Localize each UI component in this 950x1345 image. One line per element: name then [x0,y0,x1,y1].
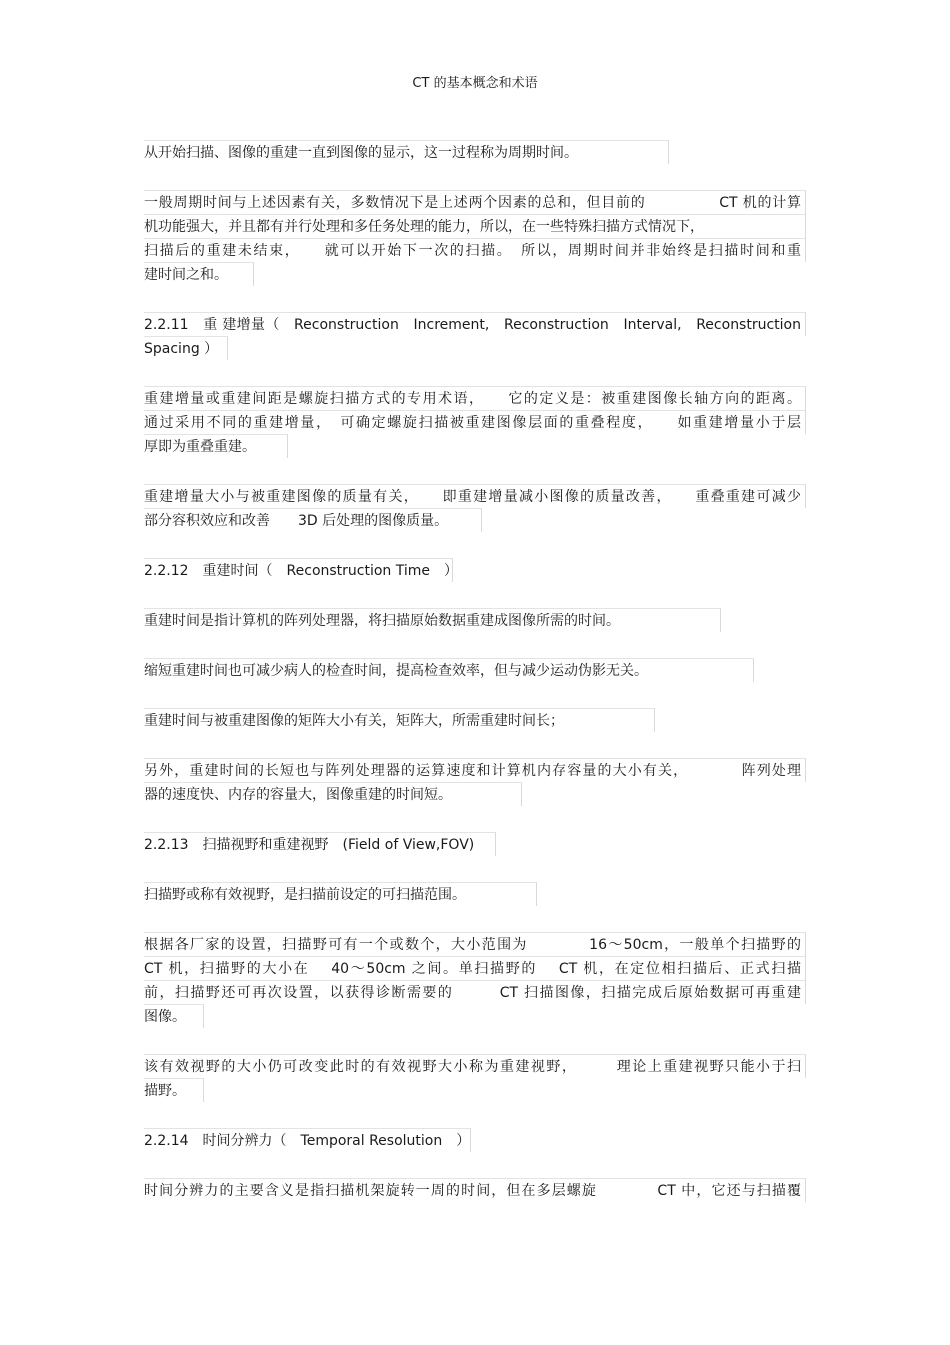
text-line: 扫描后的重建未结束， 就可以开始下一次的扫描。 所以，周期时间并非始终是扫描时间和重 [144,238,806,262]
text-line: 器的速度快、内存的容量大，图像重建的时间短。 [144,782,522,806]
paragraph-temporal-resolution [144,1178,806,1202]
paragraph-increment-quality [144,484,806,532]
paragraph-matrix-size [144,708,655,732]
paragraph-reconstruction-time [144,608,721,632]
document-body [144,140,806,1202]
text-line: 厚即为重叠重建。 [144,434,288,458]
paragraph-reconstruction-increment [144,386,806,458]
text-line: 根据各厂家的设置，扫描野可有一个或数个，大小范围为 16～50cm，一般单个扫描野的 [144,932,806,956]
text-line: 缩短重建时间也可减少病人的检查时间，提高检查效率，但与减少运动伪影无关。 [144,658,754,682]
section-heading-2-2-11 [144,312,806,360]
text-line: 部分容积效应和改善 3D 后处理的图像质量。 [144,508,482,532]
section-heading: 2.2.13 扫描视野和重建视野 (Field of View,FOV) [144,832,496,856]
section-heading-2-2-14 [144,1128,471,1152]
text-line: 前，扫描野还可再次设置，以获得诊断需要的 CT 扫描图像，扫描完成后原始数据可再重建 [144,980,806,1004]
paragraph-array-processor [144,758,806,806]
text-line: 一般周期时间与上述因素有关，多数情况下是上述两个因素的总和，但目前的 CT 机的计算 [144,190,806,214]
text-line: 该有效视野的大小仍可改变此时的有效视野大小称为重建视野， 理论上重建视野只能小于扫 [144,1054,806,1078]
paragraph-cycle-time [144,140,669,164]
text-line: 扫描野或称有效视野，是扫描前设定的可扫描范围。 [144,882,537,906]
page-title: CT 的基本概念和术语 [412,76,538,91]
section-heading: 2.2.14 时间分辨力（ Temporal Resolution ） [144,1128,471,1152]
text-line: 图像。 [144,1004,204,1028]
section-heading: 2.2.11 重 建增量（ Reconstruction Increment, Reconstruction Interval, Reconstruction [144,312,806,336]
text-line: 机功能强大，并且都有并行处理和多任务处理的能力，所以，在一些特殊扫描方式情况下， [144,214,806,238]
paragraph-cycle-time-factors [144,190,806,286]
paragraph-fov-range [144,932,806,1028]
text-line: 通过采用不同的重建增量， 可确定螺旋扫描被重建图像层面的重叠程度， 如重建增量小于层 [144,410,806,434]
text-line: 时间分辨力的主要含义是指扫描机架旋转一周的时间，但在多层螺旋 CT 中，它还与扫描覆 [144,1178,806,1202]
section-heading-2-2-13 [144,832,496,856]
paragraph-scan-fov [144,882,537,906]
paragraph-shorten-time [144,658,754,682]
section-heading: 2.2.12 重建时间（ Reconstruction Time ） [144,558,453,582]
text-line: 建时间之和。 [144,262,254,286]
text-line: 另外，重建时间的长短也与阵列处理器的运算速度和计算机内存容量的大小有关， 阵列处理 [144,758,806,782]
text-line: 重建时间与被重建图像的矩阵大小有关，矩阵大，所需重建时间长； [144,708,655,732]
text-line: 重建时间是指计算机的阵列处理器，将扫描原始数据重建成图像所需的时间。 [144,608,721,632]
text-line: CT 机，扫描野的大小在 40～50cm 之间。单扫描野的 CT 机，在定位相扫描后、正式扫描 [144,956,806,980]
text-line: 重建增量大小与被重建图像的质量有关， 即重建增量减小图像的质量改善， 重叠重建可减少 [144,484,806,508]
paragraph-reconstruction-fov [144,1054,806,1102]
text-line: 重建增量或重建间距是螺旋扫描方式的专用术语， 它的定义是：被重建图像长轴方向的距离。 [144,386,806,410]
text-line: 描野。 [144,1078,204,1102]
section-heading: Spacing ） [144,336,228,360]
section-heading-2-2-12 [144,558,459,582]
text-line: 从开始扫描、图像的重建一直到图像的显示，这一过程称为周期时间。 [144,140,669,164]
